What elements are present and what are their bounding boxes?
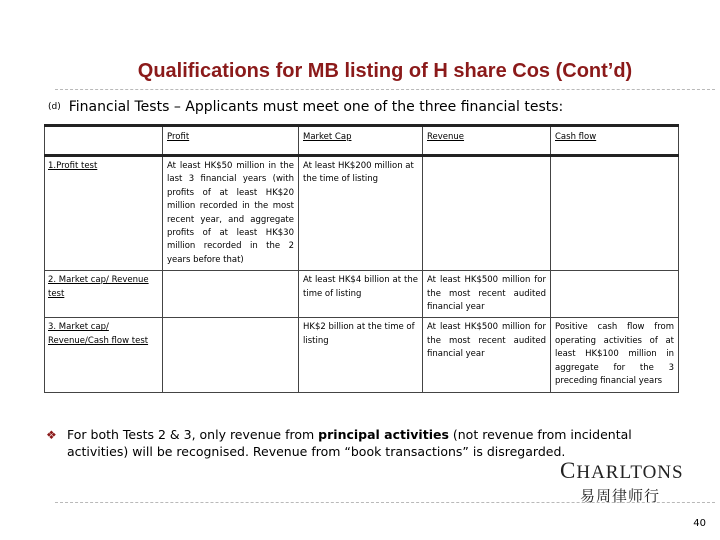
- note-text-before: For both Tests 2 & 3, only revenue from: [67, 427, 319, 442]
- header-cell-revenue: Revenue: [423, 126, 551, 156]
- logo-brand-wordmark: [560, 458, 684, 484]
- header-cell-blank: [45, 126, 163, 156]
- note-paragraph: [67, 426, 667, 460]
- slide-title: Qualifications for MB listing of H share Cos (Cont’d): [137, 60, 633, 82]
- note-emphasis: principal activities: [318, 427, 449, 442]
- cell-profit: At least HK$50 million in the last 3 financial years (with profits of at least HK$20 million recorded in the most recent year, and aggregate profits of at least HK$30 million recorded in the 2 years before that): [163, 156, 299, 271]
- subhead-marker: (d): [48, 102, 61, 112]
- header-cell-profit: Profit: [163, 126, 299, 156]
- cell-profit: [163, 318, 299, 392]
- cell-cash-flow: [551, 271, 679, 318]
- diamond-bullet-icon: ❖: [46, 428, 57, 442]
- section-subhead: [48, 99, 563, 115]
- cell-revenue: [423, 156, 551, 271]
- financial-tests-table: [44, 124, 679, 393]
- title-divider: [55, 89, 715, 90]
- header-cell-market-cap: Market Cap: [299, 126, 423, 156]
- cell-cash-flow: [551, 156, 679, 271]
- footer-divider: [55, 502, 715, 503]
- note-text-after: (not revenue from incidental activities) will be recognised. Revenue from “book transactions” is disregarded.: [67, 427, 632, 459]
- logo-brand-initial: C: [560, 458, 577, 483]
- cell-revenue: At least HK$500 million for the most recent audited financial year: [423, 271, 551, 318]
- table-header-row: [45, 126, 679, 156]
- row-label-profit-test: 1.Profit test: [45, 156, 163, 271]
- row-label-market-cap-revenue-test: 2. Market cap/ Revenue test: [45, 271, 163, 318]
- cell-cash-flow: Positive cash flow from operating activities of at least HK$100 million in aggregate for the 3 preceding financial years: [551, 318, 679, 392]
- cell-market-cap: At least HK$4 billion at the time of listing: [299, 271, 423, 318]
- page-number: 40: [693, 518, 706, 529]
- header-cell-cash-flow: Cash flow: [551, 126, 679, 156]
- cell-revenue: At least HK$500 million for the most recent audited financial year: [423, 318, 551, 392]
- charltons-logo: [560, 458, 684, 506]
- table-row: [45, 156, 679, 271]
- subhead-text: Financial Tests – Applicants must meet one of the three financial tests:: [68, 99, 564, 115]
- cell-market-cap: At least HK$200 million at the time of listing: [299, 156, 423, 271]
- row-label-market-cap-revenue-cash-flow-test: 3. Market cap/ Revenue/Cash flow test: [45, 318, 163, 392]
- table-row: [45, 318, 679, 392]
- logo-brand-rest: HARLTONS: [576, 462, 684, 483]
- cell-market-cap: HK$2 billion at the time of listing: [299, 318, 423, 392]
- logo-chinese-name: 易周律师行: [579, 487, 660, 505]
- table-row: [45, 271, 679, 318]
- cell-profit: [163, 271, 299, 318]
